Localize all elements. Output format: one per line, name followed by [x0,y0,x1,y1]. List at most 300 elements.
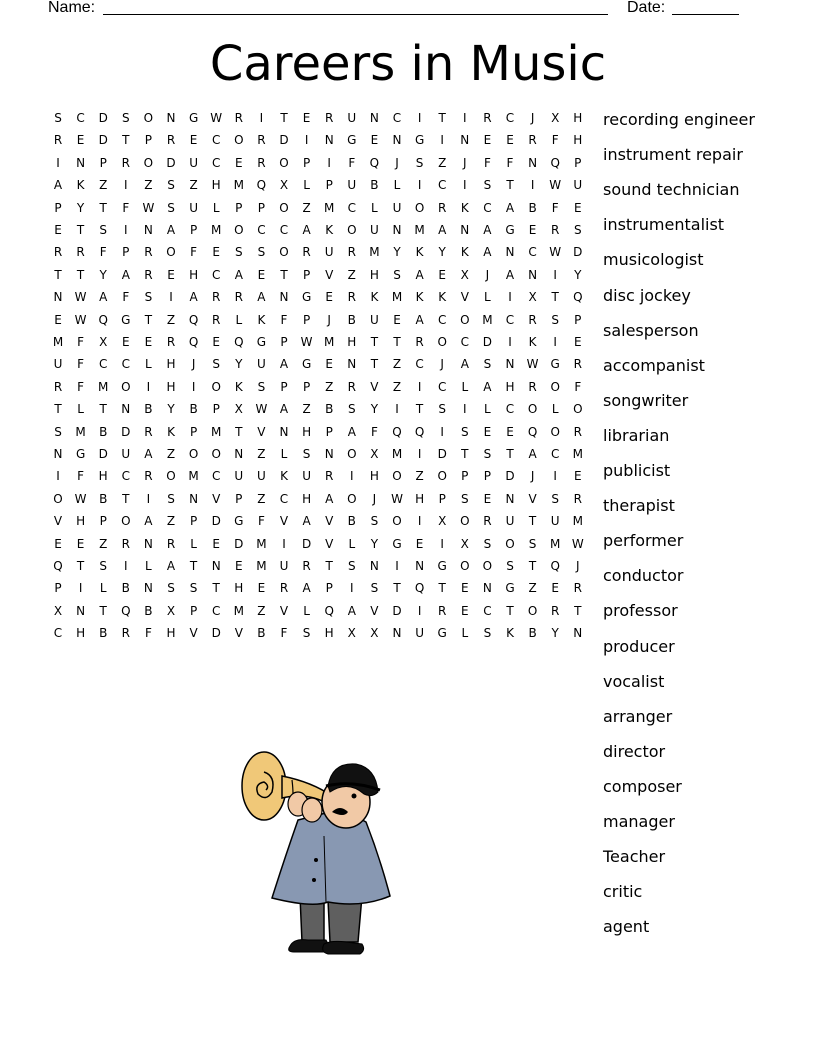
grid-letter[interactable]: G [347,133,357,148]
grid-letter[interactable]: J [485,267,490,282]
grid-letter[interactable]: W [74,290,87,305]
grid-letter[interactable]: M [572,447,583,461]
grid-letter[interactable]: K [415,245,424,260]
grid-letter[interactable]: H [573,111,583,125]
grid-letter[interactable]: T [415,402,424,417]
grid-letter[interactable]: B [144,402,153,417]
grid-letter[interactable]: U [121,447,131,461]
grid-letter[interactable]: E [551,581,559,596]
grid-letter[interactable]: G [392,536,402,551]
grid-letter[interactable]: U [505,514,515,529]
grid-letter[interactable]: E [461,603,469,618]
grid-letter[interactable]: L [190,536,197,551]
grid-letter[interactable]: Y [438,245,446,260]
grid-letter[interactable]: T [528,514,537,529]
grid-letter[interactable]: R [573,424,582,439]
grid-letter[interactable]: W [142,200,155,215]
grid-letter[interactable]: N [76,155,86,170]
grid-letter[interactable]: I [463,111,467,125]
grid-letter[interactable]: R [257,133,266,148]
grid-letter[interactable]: Q [392,424,402,439]
grid-letter[interactable]: M [52,335,64,349]
grid-letter[interactable]: V [189,626,198,641]
grid-letter[interactable]: A [483,245,492,260]
grid-letter[interactable]: E [212,536,220,551]
grid-letter[interactable]: M [482,312,493,327]
grid-letter[interactable]: R [573,581,582,596]
grid-letter[interactable]: C [211,155,221,170]
grid-letter[interactable]: K [234,379,243,394]
grid-letter[interactable]: J [395,155,399,170]
grid-letter[interactable]: C [279,223,289,237]
grid-letter[interactable]: E [574,469,582,484]
grid-letter[interactable]: V [325,536,334,551]
grid-letter[interactable]: M [550,536,561,551]
grid-letter[interactable]: I [169,290,173,305]
grid-letter[interactable]: A [166,559,176,573]
grid-letter[interactable]: V [370,379,379,394]
grid-letter[interactable]: S [167,581,175,596]
grid-letter[interactable]: B [528,200,537,215]
grid-letter[interactable]: T [122,133,130,148]
grid-letter[interactable]: S [483,178,492,193]
grid-letter[interactable]: Q [414,581,425,596]
grid-letter[interactable]: A [483,223,492,237]
grid-letter[interactable]: O [482,559,493,573]
grid-letter[interactable]: S [347,402,356,417]
grid-letter[interactable]: T [506,447,514,461]
grid-letter[interactable]: M [256,559,267,573]
grid-letter[interactable]: E [212,335,220,349]
grid-letter[interactable]: S [302,447,311,461]
grid-letter[interactable]: C [505,402,515,417]
grid-letter[interactable]: P [189,424,198,439]
grid-letter[interactable]: H [98,469,108,484]
grid-letter[interactable]: T [551,290,559,305]
grid-letter[interactable]: K [438,290,447,305]
grid-letter[interactable]: S [483,536,492,551]
grid-letter[interactable]: L [77,402,84,417]
grid-letter[interactable]: H [573,133,583,148]
grid-letter[interactable]: O [437,335,447,349]
grid-letter[interactable]: I [304,133,309,148]
grid-letter[interactable]: C [528,245,537,260]
grid-letter[interactable]: S [393,267,401,282]
grid-letter[interactable]: H [347,335,357,349]
grid-letter[interactable]: X [279,178,289,193]
grid-letter[interactable]: T [461,447,469,461]
grid-letter[interactable]: W [549,178,562,193]
grid-letter[interactable]: H [76,626,86,641]
grid-letter[interactable]: N [121,402,131,417]
grid-letter[interactable]: J [576,559,580,573]
grid-letter[interactable]: A [415,312,424,327]
grid-letter[interactable]: T [280,111,288,125]
grid-letter[interactable]: T [370,335,379,349]
grid-letter[interactable]: P [574,312,582,327]
grid-letter[interactable]: N [392,133,402,148]
grid-letter[interactable]: P [438,491,446,506]
grid-letter[interactable]: O [53,491,63,506]
grid-letter[interactable]: F [551,133,559,148]
grid-letter[interactable]: N [505,245,515,260]
grid-letter[interactable]: Y [235,357,243,372]
grid-letter[interactable]: N [76,603,86,618]
grid-letter[interactable]: U [392,200,402,215]
grid-letter[interactable]: N [324,133,334,148]
grid-letter[interactable]: E [415,536,424,551]
grid-letter[interactable]: L [145,357,152,372]
grid-letter[interactable]: C [279,491,289,506]
grid-letter[interactable]: B [99,626,108,641]
grid-letter[interactable]: N [347,357,357,372]
grid-letter[interactable]: I [508,335,512,349]
grid-letter[interactable]: I [440,133,444,148]
grid-letter[interactable]: S [257,245,266,260]
grid-letter[interactable]: P [302,155,311,170]
grid-letter[interactable]: E [461,581,469,596]
grid-letter[interactable]: G [121,312,131,327]
grid-letter[interactable]: V [257,424,266,439]
grid-letter[interactable]: C [392,111,402,125]
grid-letter[interactable]: Q [573,290,583,305]
grid-letter[interactable]: V [279,514,289,529]
grid-letter[interactable]: E [144,335,153,349]
grid-letter[interactable]: C [483,200,492,215]
grid-letter[interactable]: R [212,312,221,327]
grid-letter[interactable]: R [53,379,63,394]
grid-letter[interactable]: E [393,312,401,327]
grid-letter[interactable]: W [526,357,539,372]
grid-letter[interactable]: M [211,424,222,439]
grid-letter[interactable]: D [98,447,108,461]
grid-letter[interactable]: B [325,402,334,417]
grid-letter[interactable]: N [53,290,63,305]
grid-letter[interactable]: R [347,245,356,260]
grid-letter[interactable]: C [415,357,424,372]
grid-letter[interactable]: Q [53,559,63,573]
grid-letter[interactable]: O [527,603,538,618]
grid-letter[interactable]: T [280,267,288,282]
grid-letter[interactable]: P [280,335,288,349]
grid-letter[interactable]: T [235,424,243,439]
grid-letter[interactable]: C [437,312,447,327]
grid-letter[interactable]: L [348,536,356,551]
grid-letter[interactable]: A [528,447,537,461]
grid-letter[interactable]: H [189,267,199,282]
grid-letter[interactable]: H [505,379,515,394]
grid-letter[interactable]: O [166,469,176,484]
grid-letter[interactable]: T [189,559,198,573]
grid-letter[interactable]: T [528,559,537,573]
grid-letter[interactable]: X [551,111,560,125]
grid-letter[interactable]: K [325,223,334,237]
grid-letter[interactable]: I [417,178,422,193]
grid-letter[interactable]: R [121,155,130,170]
grid-letter[interactable]: L [280,447,288,461]
grid-letter[interactable]: A [460,357,469,372]
grid-letter[interactable]: U [256,469,266,484]
grid-letter[interactable]: S [415,155,424,170]
grid-letter[interactable]: C [550,447,560,461]
grid-letter[interactable]: S [483,447,492,461]
grid-letter[interactable]: T [438,581,446,596]
grid-letter[interactable]: E [257,267,266,282]
grid-letter[interactable]: I [56,155,60,170]
grid-letter[interactable]: M [369,245,380,260]
grid-letter[interactable]: N [392,626,402,641]
grid-letter[interactable]: E [235,155,243,170]
grid-letter[interactable]: V [460,290,469,305]
grid-letter[interactable]: B [99,491,108,506]
grid-letter[interactable]: S [121,111,130,125]
grid-letter[interactable]: O [279,245,289,260]
grid-letter[interactable]: E [235,559,243,573]
grid-letter[interactable]: R [528,379,537,394]
grid-letter[interactable]: U [347,111,357,125]
grid-letter[interactable]: I [395,559,399,573]
grid-letter[interactable]: T [212,581,220,596]
grid-letter[interactable]: J [463,155,467,170]
grid-letter[interactable]: M [324,335,335,349]
grid-letter[interactable]: L [371,200,378,215]
grid-letter[interactable]: X [528,290,537,305]
grid-letter[interactable]: S [212,357,220,372]
grid-letter[interactable]: V [325,267,334,282]
grid-letter[interactable]: E [528,223,537,237]
grid-letter[interactable]: S [234,245,243,260]
grid-letter[interactable]: V [234,626,243,641]
grid-letter[interactable]: W [74,312,87,327]
grid-letter[interactable]: T [99,603,107,618]
grid-letter[interactable]: G [301,290,312,305]
grid-letter[interactable]: N [573,626,583,641]
grid-letter[interactable]: H [369,469,379,484]
grid-letter[interactable]: X [370,626,379,641]
grid-letter[interactable]: E [54,536,62,551]
grid-letter[interactable]: S [483,357,492,372]
grid-letter[interactable]: V [212,491,221,506]
grid-letter[interactable]: Z [302,402,311,417]
grid-letter[interactable]: F [280,312,288,327]
grid-letter[interactable]: G [256,335,267,349]
grid-letter[interactable]: H [234,581,244,596]
grid-letter[interactable]: R [551,223,560,237]
grid-letter[interactable]: L [212,200,220,215]
grid-letter[interactable]: R [347,290,356,305]
grid-letter[interactable]: A [53,178,63,193]
grid-letter[interactable]: Z [257,603,266,618]
grid-letter[interactable]: T [393,335,401,349]
grid-letter[interactable]: T [76,559,85,573]
grid-letter[interactable]: U [573,178,583,193]
grid-letter[interactable]: C [211,133,221,148]
grid-letter[interactable]: A [144,514,153,529]
grid-letter[interactable]: A [505,200,515,215]
grid-letter[interactable]: O [143,111,154,125]
grid-letter[interactable]: L [145,559,152,573]
grid-letter[interactable]: R [573,357,582,372]
grid-letter[interactable]: D [211,626,221,641]
grid-letter[interactable]: P [483,469,492,484]
grid-letter[interactable]: P [280,379,288,394]
grid-letter[interactable]: C [98,357,108,372]
grid-letter[interactable]: E [212,245,220,260]
grid-letter[interactable]: R [438,200,447,215]
grid-letter[interactable]: L [99,581,107,596]
grid-letter[interactable]: V [325,514,334,529]
grid-letter[interactable]: M [414,223,425,237]
grid-letter[interactable]: R [121,536,130,551]
grid-letter[interactable]: X [370,447,379,461]
grid-letter[interactable]: M [324,200,335,215]
grid-letter[interactable]: D [482,335,493,349]
grid-letter[interactable]: R [53,245,63,260]
grid-letter[interactable]: H [302,491,312,506]
grid-letter[interactable]: C [460,335,469,349]
grid-letter[interactable]: F [190,245,198,260]
grid-letter[interactable]: I [78,581,83,596]
grid-letter[interactable]: I [530,178,535,193]
grid-letter[interactable]: G [505,223,515,237]
grid-letter[interactable]: G [234,514,244,529]
grid-letter[interactable]: Z [144,178,153,193]
grid-letter[interactable]: E [167,267,175,282]
grid-letter[interactable]: A [505,267,515,282]
grid-letter[interactable]: Z [189,178,198,193]
grid-letter[interactable]: L [461,626,469,641]
grid-letter[interactable]: R [483,514,492,529]
grid-letter[interactable]: D [301,536,312,551]
grid-letter[interactable]: W [549,245,562,260]
grid-letter[interactable]: S [438,402,446,417]
name-blank-line[interactable] [103,14,608,15]
grid-letter[interactable]: K [257,312,266,327]
grid-letter[interactable]: N [392,223,402,237]
grid-letter[interactable]: A [302,514,311,529]
grid-letter[interactable]: N [143,223,153,237]
grid-letter[interactable]: U [279,559,289,573]
grid-letter[interactable]: W [74,491,87,506]
grid-letter[interactable]: J [530,469,535,484]
grid-letter[interactable]: J [191,357,196,372]
grid-letter[interactable]: R [144,245,153,260]
grid-letter[interactable]: S [302,626,311,641]
grid-letter[interactable]: O [527,402,538,417]
grid-letter[interactable]: A [302,581,311,596]
grid-letter[interactable]: I [417,447,422,461]
grid-letter[interactable]: E [506,424,514,439]
grid-letter[interactable]: L [303,603,310,618]
grid-letter[interactable]: O [211,447,221,461]
grid-letter[interactable]: Q [188,335,199,349]
grid-letter[interactable]: T [54,267,62,282]
grid-letter[interactable]: L [235,312,243,327]
grid-letter[interactable]: K [506,626,514,641]
grid-letter[interactable]: E [189,133,198,148]
grid-letter[interactable]: Z [257,447,266,461]
grid-letter[interactable]: N [53,447,63,461]
grid-letter[interactable]: Y [551,626,559,641]
grid-letter[interactable]: X [99,335,108,349]
grid-letter[interactable]: R [76,245,85,260]
grid-letter[interactable]: P [122,245,130,260]
grid-letter[interactable]: O [234,223,244,237]
grid-letter[interactable]: B [347,514,356,529]
grid-letter[interactable]: N [189,491,199,506]
grid-letter[interactable]: A [347,424,356,439]
grid-letter[interactable]: P [461,469,469,484]
grid-letter[interactable]: T [99,402,107,417]
grid-letter[interactable]: Y [167,402,175,417]
grid-letter[interactable]: A [257,290,266,305]
grid-letter[interactable]: M [233,178,244,193]
grid-letter[interactable]: F [506,155,514,170]
grid-letter[interactable]: E [76,133,85,148]
grid-letter[interactable]: R [325,469,334,484]
grid-letter[interactable]: S [551,312,559,327]
grid-letter[interactable]: O [279,200,289,215]
grid-letter[interactable]: A [415,267,424,282]
grid-letter[interactable]: P [189,603,198,618]
grid-letter[interactable]: C [211,469,221,484]
grid-letter[interactable]: N [528,155,538,170]
grid-letter[interactable]: E [438,267,446,282]
grid-letter[interactable]: A [279,402,289,417]
grid-letter[interactable]: G [414,133,425,148]
grid-letter[interactable]: T [393,581,401,596]
grid-letter[interactable]: D [98,133,108,148]
grid-letter[interactable]: E [302,111,311,125]
grid-letter[interactable]: T [99,200,107,215]
grid-letter[interactable]: Q [550,559,560,573]
grid-letter[interactable]: T [438,111,446,125]
grid-letter[interactable]: O [121,514,131,529]
grid-letter[interactable]: R [121,626,130,641]
grid-letter[interactable]: N [528,267,538,282]
grid-letter[interactable]: O [211,379,221,394]
grid-letter[interactable]: I [395,402,399,417]
grid-letter[interactable]: O [347,491,357,506]
grid-letter[interactable]: Y [370,536,379,551]
grid-letter[interactable]: L [551,402,559,417]
grid-letter[interactable]: S [551,491,559,506]
grid-letter[interactable]: S [528,536,537,551]
grid-letter[interactable]: F [483,155,491,170]
grid-letter[interactable]: E [54,223,62,237]
grid-letter[interactable]: X [460,267,469,282]
grid-letter[interactable]: T [144,312,153,327]
grid-letter[interactable]: O [550,379,560,394]
grid-letter[interactable]: L [484,402,491,417]
grid-letter[interactable]: O [279,155,289,170]
grid-letter[interactable]: T [506,603,514,618]
grid-letter[interactable]: I [417,111,422,125]
grid-letter[interactable]: E [325,290,333,305]
grid-letter[interactable]: G [75,447,86,461]
grid-letter[interactable]: U [415,626,424,641]
grid-letter[interactable]: I [350,581,354,596]
grid-letter[interactable]: G [437,626,447,641]
grid-letter[interactable]: O [347,223,357,237]
grid-letter[interactable]: R [144,469,153,484]
grid-letter[interactable]: D [279,133,289,148]
grid-letter[interactable]: S [460,491,469,506]
grid-letter[interactable]: Y [76,200,85,215]
grid-letter[interactable]: U [234,469,244,484]
grid-letter[interactable]: S [167,200,175,215]
grid-letter[interactable]: L [461,379,469,394]
